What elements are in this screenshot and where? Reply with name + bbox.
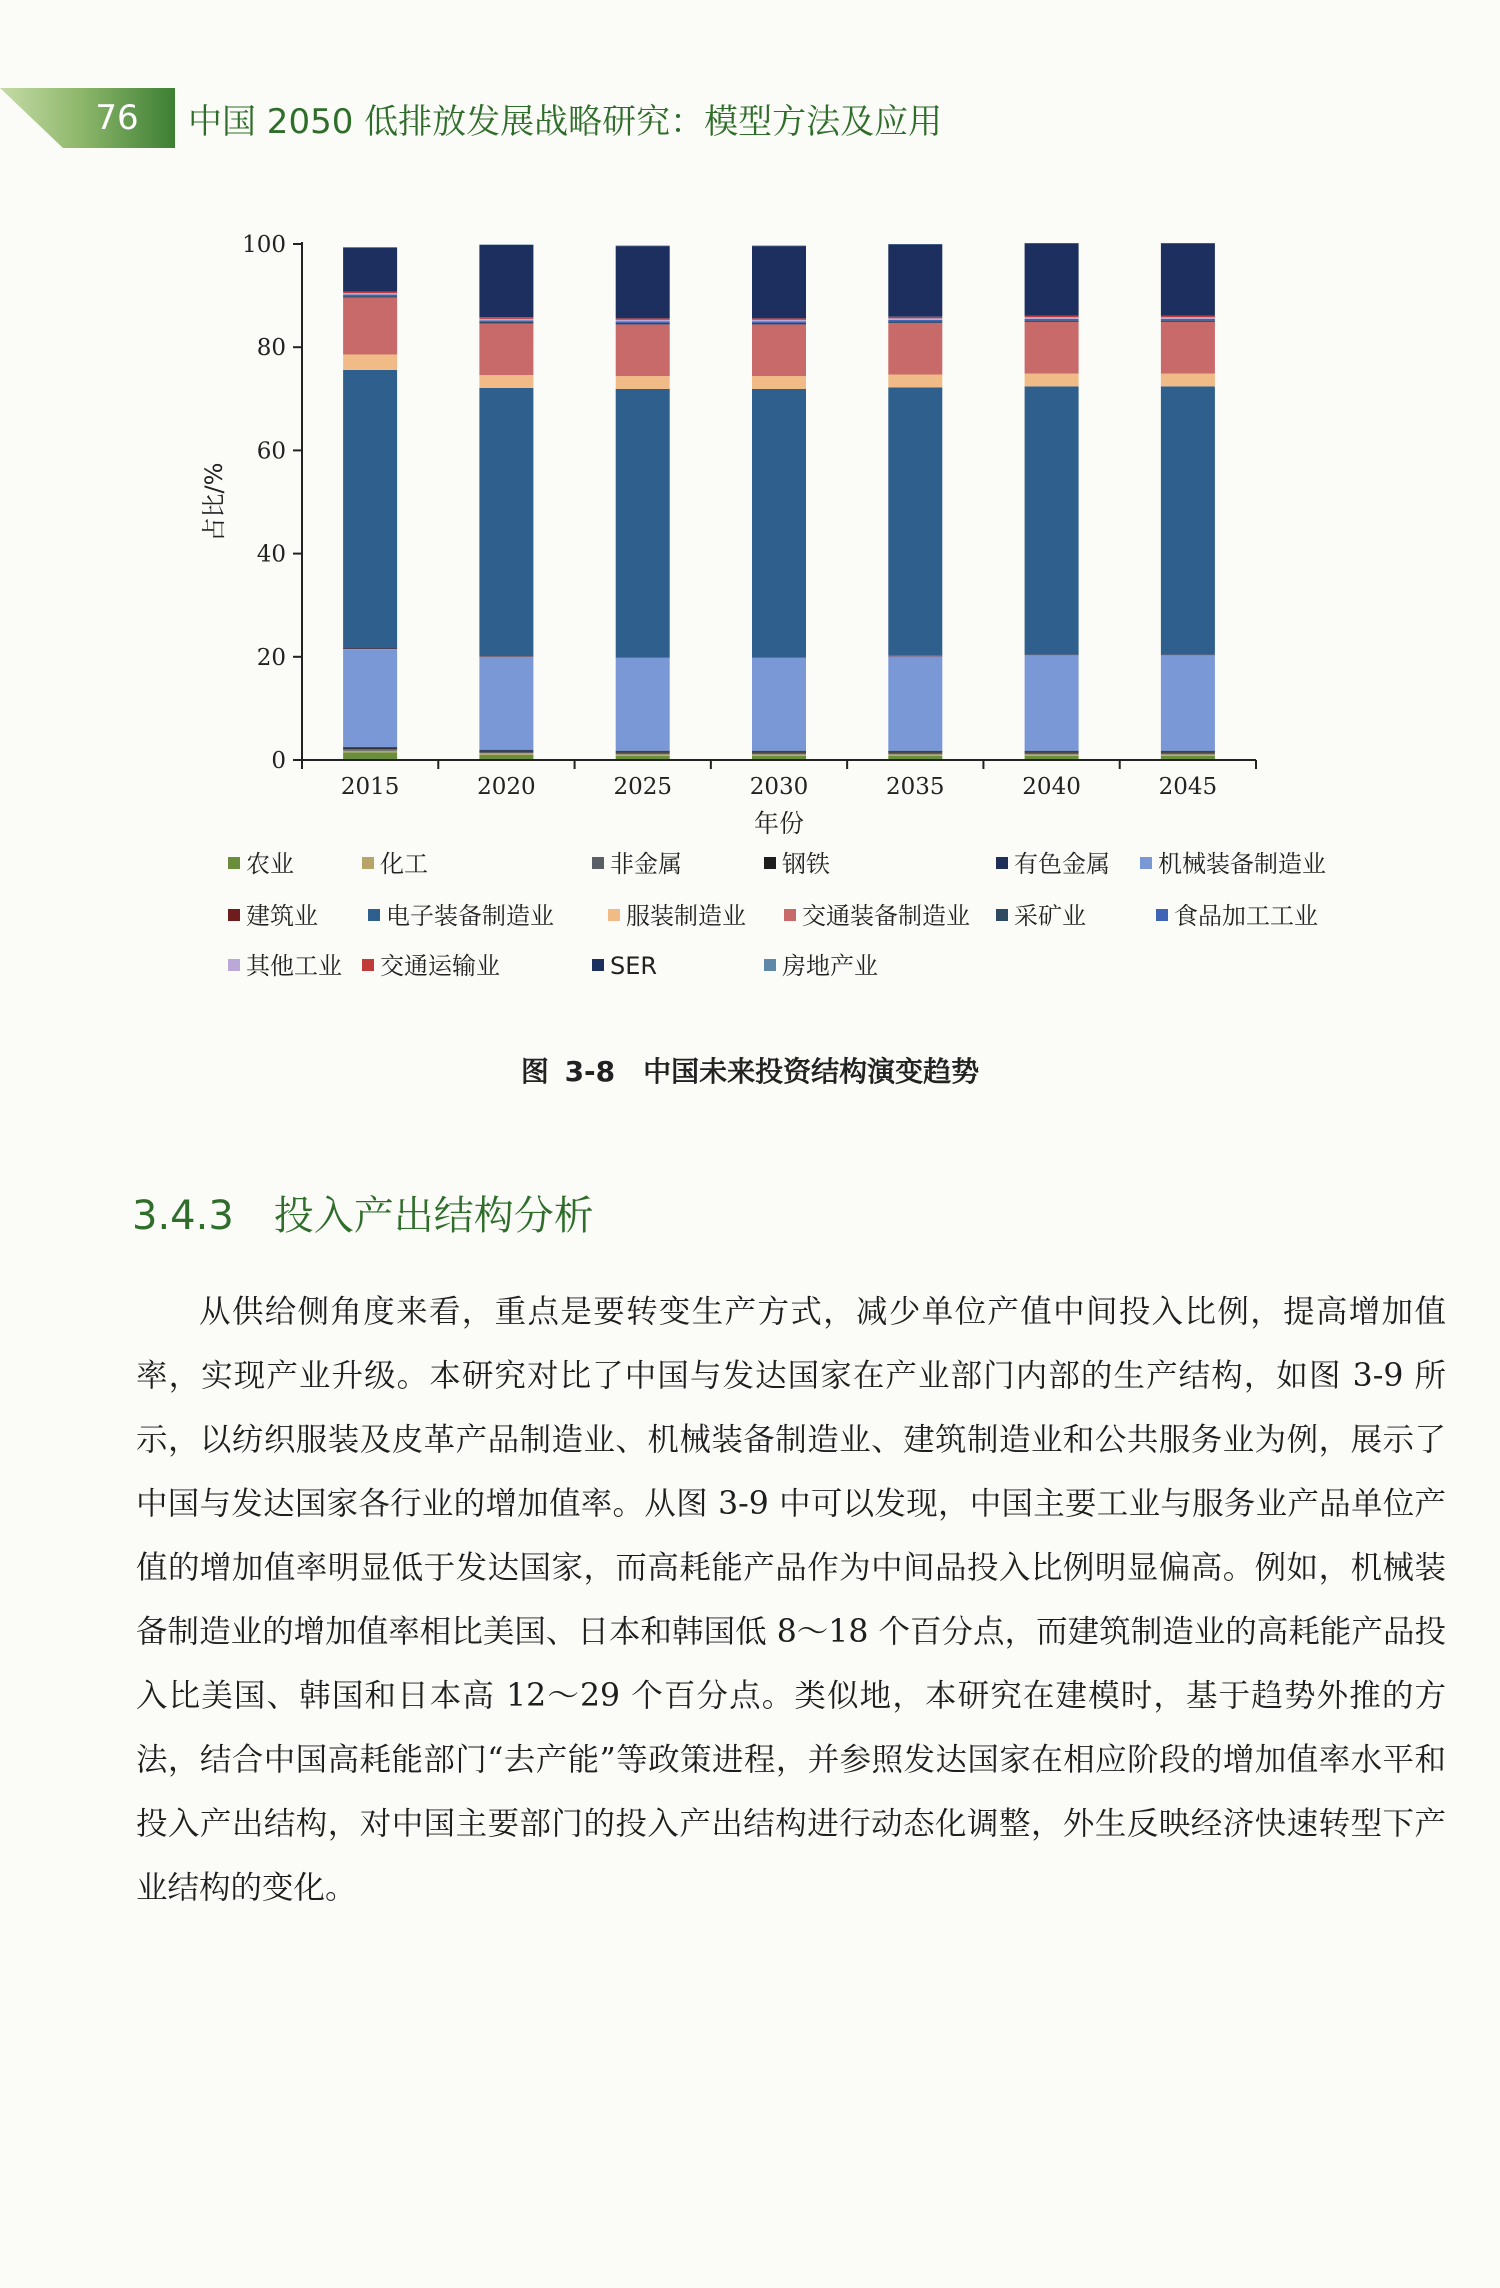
legend-swatch — [764, 857, 776, 869]
bar-segment-2025-4 — [616, 751, 670, 752]
bar-segment-2020-7 — [479, 388, 533, 656]
bar-segment-2015-2 — [343, 749, 397, 751]
bar-segment-2020-11 — [479, 320, 533, 322]
bar-segment-2040-7 — [1025, 386, 1079, 654]
bar-segment-2040-13 — [1025, 316, 1079, 318]
bar-segment-2035-14 — [888, 245, 942, 317]
body-paragraph: 从供给侧角度来看，重点是要转变生产方式，减少单位产值中间投入比例，提高增加值率，实现产业升级。本研究对比了中国与发达国家在产业部门内部的生产结构，如图 3-9 所示，以纺织服装及皮革产品制造业、机械装备制造业、建筑制造业和公共服务业为例，展示了中国与发达国家各行业的增加值率。从图 3-9 中可以发现，中国主要工业与服务业产品单位产值的增加值率明显低于发达国家，而高耗能产品作为中间品投入比例明显偏高。例如，机械装备制造业的增加值率相比美国、日本和韩国低 8～18 个百分点，而建筑制造业的高耗能产品投入比美国、韩国和日本高 12～29 个百分点。类似地，本研究在建模时，基于趋势外推的方法，结合中国高耗能部门“去产能”等政策进程，并参照发达国家在相应阶段的增加值率水平和投入产出结构，对中国主要部门的投入产出结构进行动态化调整，外生反映经济快速转型下产业结构的变化。 — [136, 1294, 1446, 1906]
bar-segment-2035-12 — [888, 318, 942, 320]
bar-segment-2015-12 — [343, 293, 397, 295]
legend-swatch — [1140, 857, 1152, 869]
legend-label: 农业 — [246, 850, 294, 878]
bar-segment-2020-5 — [479, 657, 533, 750]
bars-group — [343, 243, 1215, 760]
bar-segment-2030-10 — [752, 323, 806, 325]
legend-swatch — [592, 959, 604, 971]
bar-segment-2020-10 — [479, 322, 533, 324]
bar-segment-2025-5 — [616, 658, 670, 751]
bar-segment-2045-8 — [1161, 374, 1215, 387]
bar-segment-2035-7 — [888, 387, 942, 655]
bar-segment-2030-7 — [752, 389, 806, 657]
bar-segment-2030-5 — [752, 658, 806, 751]
bar-segment-2025-12 — [616, 320, 670, 322]
legend-swatch — [368, 909, 380, 921]
bar-segment-2015-14 — [343, 248, 397, 292]
bar-segment-2035-10 — [888, 321, 942, 323]
legend-label: 有色金属 — [1014, 850, 1110, 878]
legend-swatch — [228, 857, 240, 869]
bar-segment-2015-6 — [343, 649, 397, 650]
stacked-bar-chart — [0, 200, 1500, 1030]
bar-segment-2040-8 — [1025, 374, 1079, 387]
legend-swatch — [1156, 909, 1168, 921]
legend-swatch — [228, 959, 240, 971]
x-tick-label: 2025 — [613, 774, 672, 800]
x-tick-label: 2045 — [1158, 774, 1218, 800]
legend-label: 食品加工工业 — [1174, 902, 1318, 930]
bar-segment-2015-13 — [343, 292, 397, 294]
bar-segment-2040-15 — [1025, 243, 1079, 244]
bar-segment-2040-1 — [1025, 754, 1079, 756]
bar-segment-2015-3 — [343, 748, 397, 749]
bar-segment-2030-6 — [752, 657, 806, 658]
bar-segment-2015-9 — [343, 298, 397, 355]
bar-segment-2040-6 — [1025, 655, 1079, 656]
bar-segment-2030-9 — [752, 325, 806, 377]
bar-segment-2020-1 — [479, 753, 533, 755]
bar-segment-2030-4 — [752, 751, 806, 752]
bar-segment-2025-14 — [616, 246, 670, 318]
legend-label: SER — [610, 952, 658, 980]
legend-swatch — [996, 857, 1008, 869]
legend-swatch — [362, 857, 374, 869]
legend-label: 化工 — [380, 850, 428, 878]
bar-segment-2045-3 — [1161, 752, 1215, 753]
x-axis-title: 年份 — [753, 809, 805, 838]
legend-swatch — [784, 909, 796, 921]
x-tick-label: 2035 — [886, 774, 945, 800]
bar-segment-2045-6 — [1161, 655, 1215, 656]
running-title: 中国 2050 低排放发展战略研究：模型方法及应用 — [188, 102, 943, 142]
bar-segment-2040-4 — [1025, 751, 1079, 752]
bar-segment-2040-14 — [1025, 244, 1079, 316]
bar-segment-2030-15 — [752, 246, 806, 247]
bar-segment-2020-9 — [479, 324, 533, 376]
bar-segment-2045-13 — [1161, 316, 1215, 318]
bar-segment-2025-10 — [616, 323, 670, 325]
x-tick-label: 2015 — [340, 774, 400, 800]
bar-segment-2015-7 — [343, 370, 397, 649]
bar-segment-2035-4 — [888, 751, 942, 752]
y-tick-label: 20 — [256, 644, 286, 671]
bar-segment-2035-5 — [888, 656, 942, 750]
bar-segment-2030-14 — [752, 246, 806, 318]
legend-label: 非金属 — [610, 850, 682, 878]
bar-segment-2035-9 — [888, 323, 942, 375]
bar-segment-2030-8 — [752, 376, 806, 389]
section-heading: 3.4.3 投入产出结构分析 — [132, 1193, 594, 1239]
y-tick-label: 80 — [256, 335, 286, 362]
bar-segment-2035-15 — [888, 244, 942, 245]
bar-segment-2040-5 — [1025, 655, 1079, 750]
legend-label: 其他工业 — [246, 952, 342, 980]
bar-segment-2035-6 — [888, 656, 942, 657]
bar-segment-2035-11 — [888, 320, 942, 322]
legend-swatch — [362, 959, 374, 971]
bar-segment-2015-15 — [343, 247, 397, 248]
bar-segment-2035-3 — [888, 752, 942, 753]
bar-segment-2025-15 — [616, 246, 670, 247]
bar-segment-2020-8 — [479, 375, 533, 388]
bar-segment-2040-2 — [1025, 753, 1079, 755]
bar-segment-2045-12 — [1161, 317, 1215, 319]
x-tick-label: 2020 — [477, 774, 536, 800]
bar-segment-2040-9 — [1025, 322, 1079, 374]
y-tick-label: 40 — [256, 541, 286, 568]
bar-segment-2040-3 — [1025, 752, 1079, 753]
bar-segment-2030-13 — [752, 318, 806, 320]
bar-segment-2015-1 — [343, 751, 397, 753]
legend-swatch — [996, 909, 1008, 921]
bar-segment-2020-6 — [479, 656, 533, 657]
bar-segment-2045-15 — [1161, 243, 1215, 244]
bar-segment-2015-8 — [343, 354, 397, 369]
legend-label: 电子装备制造业 — [386, 902, 554, 930]
bar-segment-2015-0 — [343, 752, 397, 760]
legend-swatch — [764, 959, 776, 971]
bar-segment-2025-9 — [616, 325, 670, 377]
legend-label: 机械装备制造业 — [1158, 850, 1326, 878]
bar-segment-2020-2 — [479, 752, 533, 754]
legend-label: 建筑业 — [246, 902, 318, 930]
legend-swatch — [608, 909, 620, 921]
legend-label: 房地产业 — [782, 952, 878, 980]
bar-segment-2015-4 — [343, 747, 397, 748]
legend-swatch — [592, 857, 604, 869]
bar-segment-2030-1 — [752, 754, 806, 756]
bar-segment-2020-13 — [479, 317, 533, 319]
bar-segment-2030-3 — [752, 752, 806, 753]
bar-segment-2045-9 — [1161, 322, 1215, 374]
legend-label: 交通装备制造业 — [802, 902, 970, 930]
bar-segment-2035-8 — [888, 375, 942, 388]
bar-segment-2015-5 — [343, 649, 397, 747]
bar-segment-2035-13 — [888, 317, 942, 319]
bar-segment-2045-7 — [1161, 386, 1215, 654]
bar-segment-2020-15 — [479, 245, 533, 246]
bar-segment-2040-11 — [1025, 319, 1079, 321]
bar-segment-2020-14 — [479, 245, 533, 317]
bar-segment-2035-1 — [888, 754, 942, 756]
bar-segment-2025-13 — [616, 318, 670, 320]
bar-segment-2045-4 — [1161, 751, 1215, 752]
bar-segment-2030-11 — [752, 321, 806, 323]
legend-label: 钢铁 — [782, 850, 830, 878]
bar-segment-2045-5 — [1161, 655, 1215, 750]
bar-segment-2045-1 — [1161, 754, 1215, 756]
bar-segment-2040-10 — [1025, 320, 1079, 322]
x-tick-label: 2040 — [1022, 774, 1081, 800]
bar-segment-2020-4 — [479, 750, 533, 751]
bar-segment-2025-1 — [616, 754, 670, 756]
y-axis-title: 占比/% — [200, 462, 228, 542]
bar-segment-2035-2 — [888, 753, 942, 755]
bar-segment-2030-12 — [752, 320, 806, 322]
legend-label: 交通运输业 — [380, 952, 500, 980]
bar-segment-2045-14 — [1161, 244, 1215, 316]
legend-label: 采矿业 — [1014, 902, 1086, 930]
bar-segment-2020-12 — [479, 319, 533, 321]
bar-segment-2025-7 — [616, 389, 670, 657]
y-tick-label: 0 — [271, 748, 286, 774]
bar-segment-2025-8 — [616, 376, 670, 389]
bar-segment-2015-11 — [343, 295, 397, 297]
legend-label: 服装制造业 — [626, 902, 746, 930]
figure-caption: 图 3-8 中国未来投资结构演变趋势 — [520, 1055, 980, 1088]
bar-segment-2025-2 — [616, 753, 670, 755]
bar-segment-2025-3 — [616, 752, 670, 753]
x-tick-label: 2030 — [749, 774, 809, 800]
y-tick-label: 60 — [256, 438, 286, 465]
page-number: 76 — [95, 98, 139, 138]
y-tick-label: 100 — [242, 232, 286, 258]
bar-segment-2045-10 — [1161, 320, 1215, 322]
bar-segment-2025-6 — [616, 657, 670, 658]
bar-segment-2020-3 — [479, 751, 533, 752]
bar-segment-2030-2 — [752, 753, 806, 755]
legend — [228, 850, 1326, 980]
bar-segment-2045-2 — [1161, 753, 1215, 755]
legend-swatch — [228, 909, 240, 921]
bar-segment-2015-10 — [343, 296, 397, 298]
bar-segment-2040-12 — [1025, 317, 1079, 319]
bar-segment-2025-11 — [616, 321, 670, 323]
bar-segment-2045-11 — [1161, 319, 1215, 321]
